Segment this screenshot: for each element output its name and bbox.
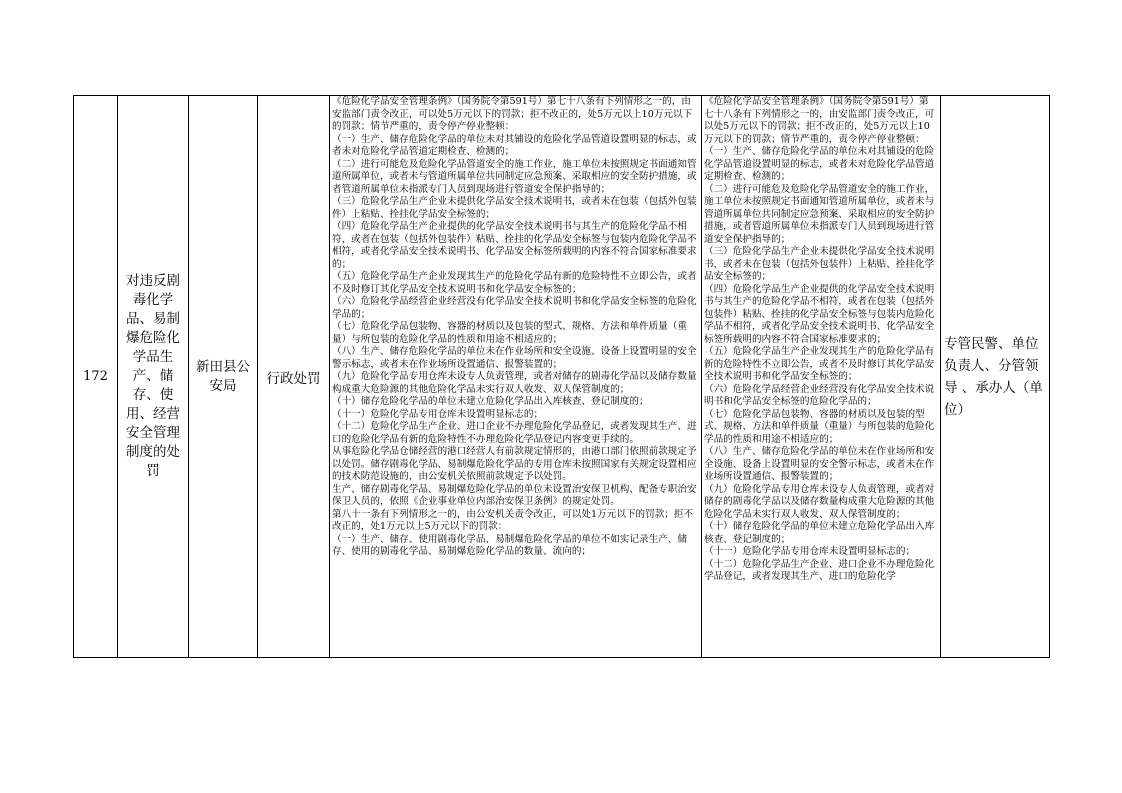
basis-paragraph: （九）危险化学品专用仓库未设专人负责管理，或者对储存的剧毒化学品以及储存数量构成重大危险源的其他危险化学品未实行双人收发、双人保管制度的；	[332, 371, 697, 395]
basis-paragraph: （三）危险化学品生产企业未提供化学品安全技术说明书，或者未在包装（包括外包装件）上粘贴、拴挂化学品安全标签的；	[704, 246, 935, 282]
category: 行政处罚	[258, 96, 330, 658]
item-name-cell	[118, 96, 189, 658]
basis-paragraph: （二）进行可能危及危险化学品管道安全的施工作业，施工单位未按照规定书面通知管道所属单位，或者未与管道所属单位共同制定应急预案、采取相应的安全防护措施，或者管道所属单位未指派专门人员到现场进行管道安全保护指导的；	[704, 183, 935, 245]
basis-paragraph: （九）危险化学品专用仓库未设专人负责管理，或者对储存的剧毒化学品以及储存数量构成重大危险源的其他危险化学品未实行双人收发、双人保管制度的；	[704, 483, 935, 520]
basis-paragraph: 第八十一条有下列情形之一的，由公安机关责令改正，可以处1万元以下的罚款；拒不改正的，处1万元以上5万元以下的罚款：	[332, 508, 694, 532]
basis-paragraph: （五）危险化学品生产企业发现其生产的危险化学品有新的危险特性不立即公告，或者不及时修订其化学品安全技术说明书和化学品安全标签的；	[704, 346, 935, 382]
basis-paragraph: （十一）危险化学品专用仓库未设置明显标志的；	[704, 546, 916, 557]
basis-paragraph: （一）生产、储存危险化学品的单位未对其铺设的危险化学品管道设置明显的标志，或者未对危险化学品管道定期检查、检测的；	[332, 133, 697, 157]
basis-paragraph: （七）危险化学品包装物、容器的材质以及包装的型式、规格、方法和单件质量（重量）与所包装的危险化学品的性质和用途不相适应的；	[332, 321, 687, 345]
basis-paragraph: （八）生产、储存危险化学品的单位未在作业场所和安全设施、设备上设置明显的安全警示标志，或者未在作业场所设置通信、报警装置的；	[704, 446, 935, 482]
legal-basis-cell-left	[330, 96, 702, 658]
basis-paragraph: （四）危险化学品生产企业提供的化学品安全技术说明书与其生产的危险化学品不相符，或者在包装（包括外包装件）粘贴、拴挂的化学品安全标签与包装内危险化学品不相符，或者化学品安全技术说明书、化学品安全标签所载明的内容不符合国家标准要求的；	[704, 283, 935, 345]
responsible-parties: 专管民警、单位负责人、分管领导 、承办人（单位）	[944, 335, 1043, 418]
department-cell	[189, 96, 258, 658]
basis-paragraph: （一）生产、储存危险化学品的单位未对其铺设的危险化学品管道设置明显的标志，或者未对危险化学品管道定期检查、检测的；	[704, 146, 935, 182]
legal-basis-text-right	[702, 96, 940, 657]
basis-paragraph: （八）生产、储存危险化学品的单位未在作业场所和安全设施、设备上设置明显的安全警示标志，或者未在作业场所设置通信、报警装置的；	[332, 346, 697, 370]
legal-basis-cell-right	[702, 96, 941, 658]
basis-paragraph: 生产、储存剧毒化学品、易制爆危险化学品的单位未设置治安保卫机构、配备专职治安保卫人员的，依照《企业事业单位内部治安保卫条例》的规定处罚。	[332, 483, 697, 507]
power-list-table	[73, 95, 1050, 658]
department: 新田县公安局	[196, 358, 250, 394]
basis-paragraph: （六）危险化学品经营企业经营没有化学品安全技术说明书和化学品安全标签的危险化学品的；	[332, 296, 697, 320]
table-row	[74, 96, 1050, 658]
basis-paragraph: （五）危险化学品生产企业发现其生产的危险化学品有新的危险特性不立即公告，或者不及时修订其化学品安全技术说明书和化学品安全标签的；	[332, 271, 697, 295]
basis-paragraph: （七）危险化学品包装物、容器的材质以及包装的型式、规格、方法和单件质量（重量）与所包装的危险化学品的性质和用途不相适应的；	[704, 408, 935, 445]
basis-paragraph: 从事危险化学品仓储经营的港口经营人有前款规定情形的，由港口部门依照前款规定予以处罚。储存剧毒化学品、易制爆危险化学品的专用仓库未按照国家有关规定设置相应的技术防范设施的，由公安机关依照前款规定予以处罚。	[332, 446, 697, 482]
basis-paragraph: （四）危险化学品生产企业提供的化学品安全技术说明书与其生产的危险化学品不相符，或者在包装（包括外包装件）粘贴、拴挂的化学品安全标签与包装内危险化学品不相符，或者化学品安全技术说明书、化学品安全标签所载明的内容不符合国家标准要求的；	[332, 221, 697, 270]
basis-paragraph: （一）生产、储存、使用剧毒化学品、易制爆危险化学品的单位不如实记录生产、储存、使用的剧毒化学品、易制爆危险化学品的数量、流向的；	[332, 533, 687, 557]
basis-paragraph: （六）危险化学品经营企业经营没有化学品安全技术说明书和化学品安全标签的危险化学品的；	[704, 383, 935, 407]
basis-paragraph: （二）进行可能危及危险化学品管道安全的施工作业，施工单位未按照规定书面通知管道所属单位，或者未与管道所属单位共同制定应急预案、采取相应的安全防护措施，或者管道所属单位未指派专门人员到现场进行管道安全保护指导的；	[332, 158, 697, 195]
basis-paragraph: 《危险化学品安全管理条例》（国务院令第591号）第七十八条有下列情形之一的，由安监部门责令改正，可以处5万元以下的罚款；拒不改正的，处5万元以上10万元以下的罚款；情节严重的，责令停产停业整顿：	[332, 96, 693, 132]
basis-paragraph: （十二）危险化学品生产企业、进口企业不办理危险化学品登记，或者发现其生产、进口的危险化学品有新的危险特性不办理危险化学品登记内容变更手续的。	[332, 421, 697, 445]
item-name: 对违反剧毒化学品、易制爆危险化学品生产、储存、使用、经营安全管理制度的处罚	[126, 273, 180, 479]
row-number: 172	[74, 96, 118, 658]
basis-paragraph: （三）危险化学品生产企业未提供化学品安全技术说明书，或者未在包装（包括外包装件）上粘贴、拴挂化学品安全标签的；	[332, 196, 697, 220]
basis-paragraph: 《危险化学品安全管理条例》（国务院令第591号）第七十八条有下列情形之一的，由安监部门责令改正，可以处5万元以下的罚款；拒不改正的，处5万元以上10万元以下的罚款；情节严重的，责令停产停业整顿：	[704, 96, 935, 145]
basis-paragraph: （十）储存危险化学品的单位未建立危险化学品出入库核查、登记制度的；	[704, 521, 935, 545]
basis-paragraph: （十一）危险化学品专用仓库未设置明显标志的；	[332, 408, 544, 420]
basis-paragraph: （十）储存危险化学品的单位未建立危险化学品出入库核查、登记制度的；	[332, 396, 649, 407]
basis-paragraph: （十二）危险化学品生产企业、进口企业不办理危险化学品登记，或者发现其生产、进口的危险化学	[704, 558, 935, 582]
responsible-cell	[941, 96, 1050, 658]
legal-basis-text-left	[330, 96, 701, 657]
